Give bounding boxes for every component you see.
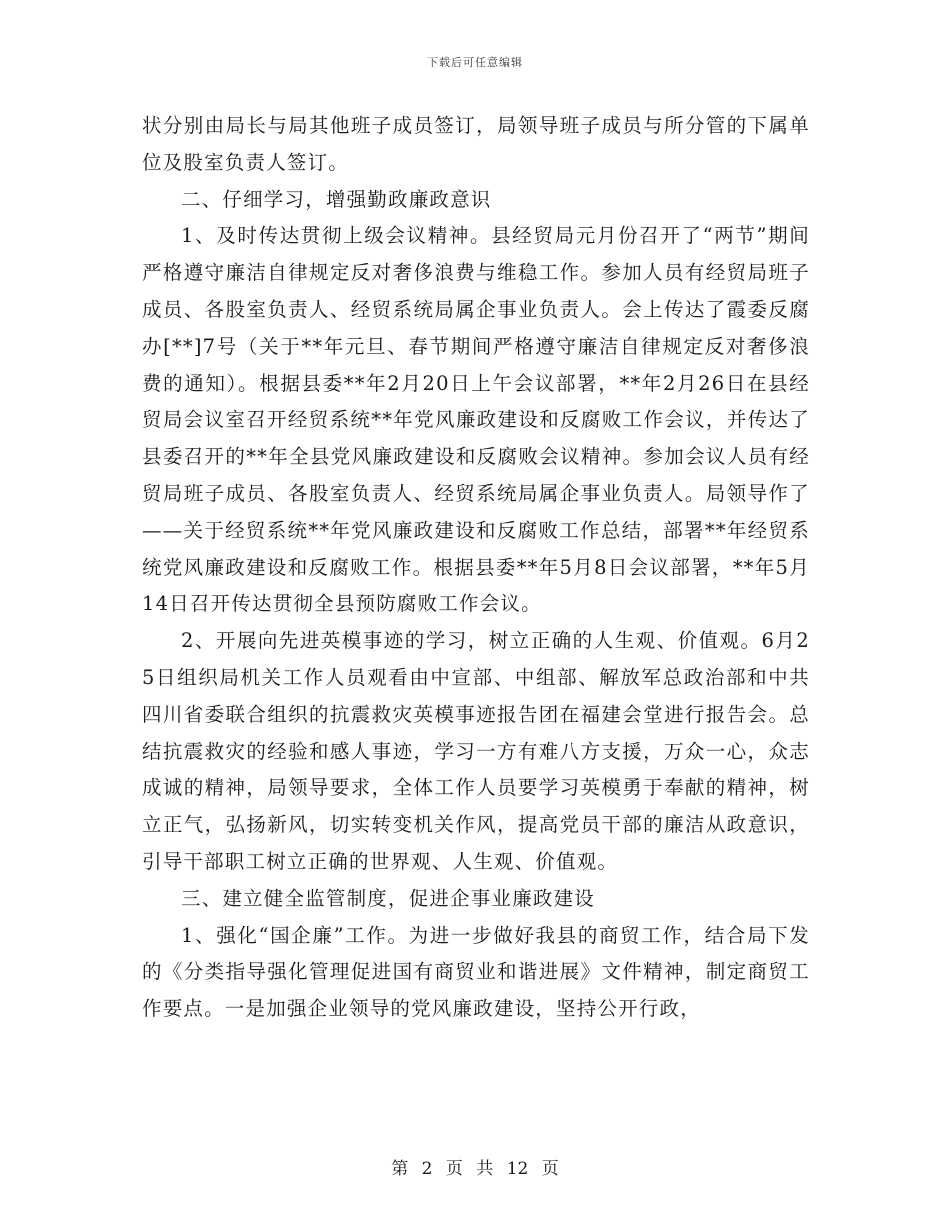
paragraph-3-1: 1、强化“国企廉”工作。为进一步做好我县的商贸工作，结合局下发的《分类指导强化管理促进国有商贸业和谐进展》文件精神，制定商贸工作要点。一是加强企业领导的党风廉政建设，坚持公开行政，	[142, 923, 810, 1021]
paragraph-1: 状分别由局长与局其他班子成员签订，局领导班子成员与所分管的下属单位及股室负责人签订。	[142, 114, 810, 174]
footer-total-pages: 12	[506, 1159, 529, 1179]
footer-label-total: 共	[476, 1159, 494, 1179]
footer-current-page: 2	[421, 1159, 433, 1179]
page-footer	[0, 1154, 950, 1179]
footer-label-unit-2: 页	[541, 1159, 559, 1179]
page-header-note: 下载后可任意编辑	[427, 56, 523, 69]
document-body	[142, 108, 810, 1028]
paragraph-2-1: 1、及时传达贯彻上级会议精神。县经贸局元月份召开了“两节”期间严格遵守廉洁自律规定反对奢侈浪费与维稳工作。参加人员有经贸局班子成员、各股室负责人、经贸系统局属企事业负责人。会上传达了霞委反腐办[**]7号（关于**年元旦、春节期间严格遵守廉洁自律规定反对奢侈浪费的通知）。根据县委**年2月20日上午会议部署，**年2月26日在县经贸局会议室召开经贸系统**年党风廉政建设和反腐败工作会议，并传达了县委召开的**年全县党风廉政建设和反腐败会议精神。参加会议人员有经贸局班子成员、各股室负责人、经贸系统局属企事业负责人。局领导作了——关于经贸系统**年党风廉政建设和反腐败工作总结，部署**年经贸系统党风廉政建设和反腐败工作。根据县委**年5月8日会议部署，**年5月14日召开传达贯彻全县预防腐败工作会议。	[142, 224, 810, 616]
section-heading-3: 三、建立健全监管制度，促进企事业廉政建设	[181, 886, 596, 910]
section-heading-2: 二、仔细学习，增强勤政廉政意识	[181, 187, 492, 211]
footer-label-page: 第	[391, 1159, 409, 1179]
footer-label-unit: 页	[445, 1159, 463, 1179]
paragraph-2-2: 2、开展向先进英模事迹的学习，树立正确的人生观、价值观。6月25日组织局机关工作人员观看由中宣部、中组部、解放军总政治部和中共四川省委联合组织的抗震救灾英模事迹报告团在福建会堂进行报告会。总结抗震救灾的经验和感人事迹，学习一方有难八方支援，万众一心，众志成诚的精神，局领导要求，全体工作人员要学习英模勇于奉献的精神，树立正气，弘扬新风，切实转变机关作风，提高党员干部的廉洁从政意识，引导干部职工树立正确的世界观、人生观、价值观。	[142, 629, 810, 873]
